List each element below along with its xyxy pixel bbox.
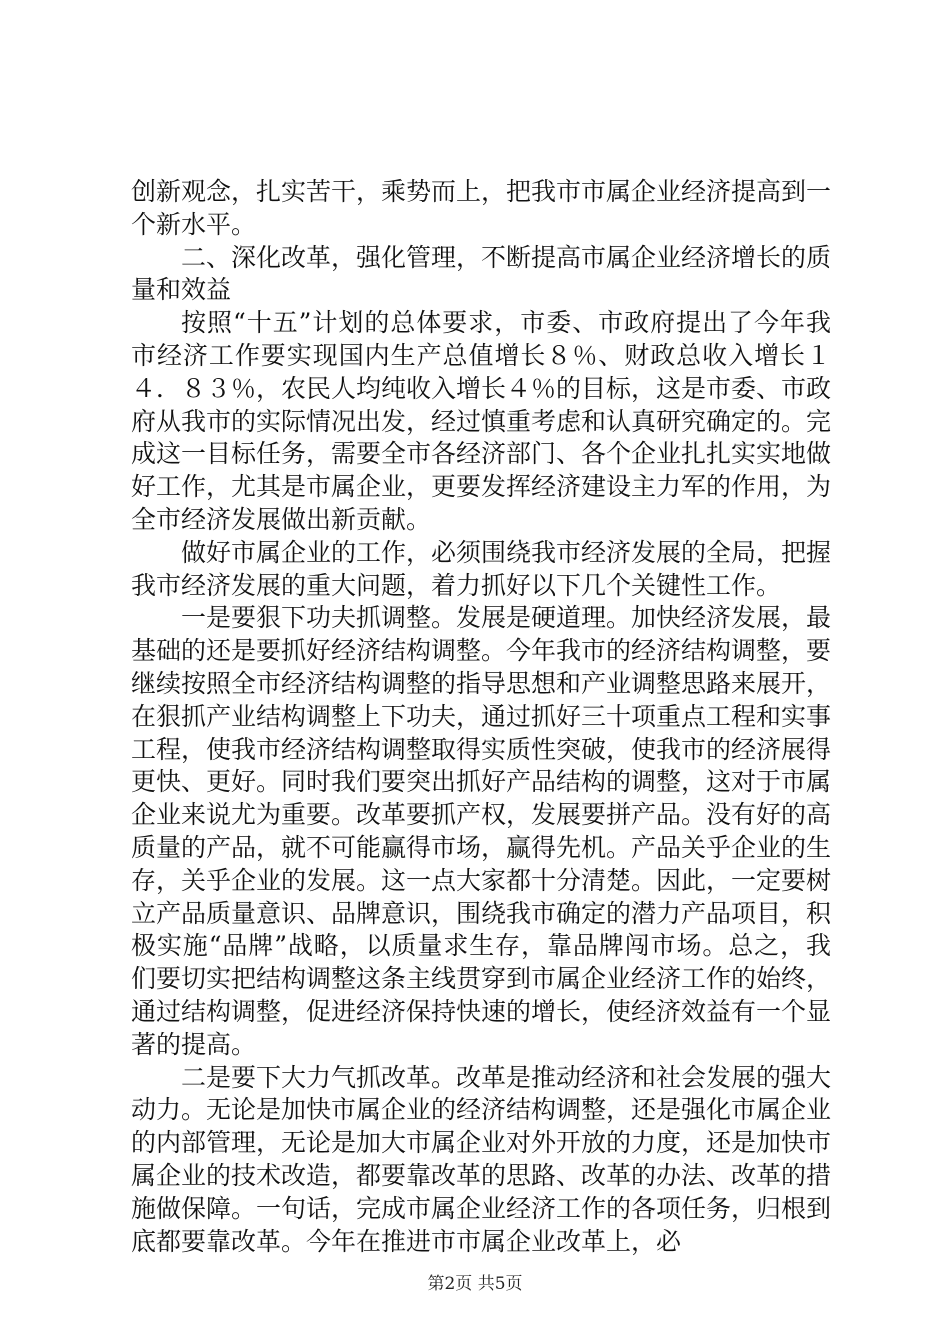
- page-footer: 第2页 共5页: [427, 1274, 523, 1294]
- paragraph-3: 按照“十五”计划的总体要求，市委、市政府提出了今年我市经济工作要实现国内生产总值增长８％、财政总收入增长１４．８３％，农民人均纯收入增长４％的目标，这是市委、市政府从我市的实际情况出发，经过慎重考虑和认真研究确定的。完成这一目标任务，需要全市各经济部门、各个企业扎扎实实地做好工作，尤其是市属企业，更要发挥经济建设主力军的作用，为全市经济发展做出新贡献。: [131, 308, 832, 534]
- section-heading: 二、深化改革，强化管理，不断提高市属企业经济增长的质量和效益: [131, 242, 832, 305]
- document-body: [131, 176, 831, 1258]
- paragraph-1: 创新观念，扎实苦干，乘势而上，把我市市属企业经济提高到一个新水平。: [131, 177, 832, 239]
- paragraph-5: 一是要狠下功夫抓调整。发展是硬道理。加快经济发展，最基础的还是要抓好经济结构调整。今年我市的经济结构调整，要继续按照全市经济结构调整的指导思想和产业调整思路来展开，在狠抓产业结构调整上下功夫，通过抓好三十项重点工程和实事工程，使我市经济结构调整取得实质性突破，使我市的经济展得更快、更好。同时我们要突出抓好产品结构的调整，这对于市属企业来说尤为重要。改革要抓产权，发展要拼产品。没有好的高质量的产品，就不可能赢得市场，赢得先机。产品关乎企业的生存，关乎企业的发展。这一点大家都十分清楚。因此，一定要树立产品质量意识、品牌意识，围绕我市确定的潜力产品项目，积极实施“品牌”战略，以质量求生存，靠品牌闯市场。总之，我们要切实把结构调整这条主线贯穿到市属企业经济工作的始终，通过结构调整，促进经济保持快速的增长，使经济效益有一个显著的提高。: [131, 603, 832, 1059]
- paragraph-6: 二是要下大力气抓改革。改革是推动经济和社会发展的强大动力。无论是加快市属企业的经济结构调整，还是强化市属企业的内部管理，无论是加大市属企业对外开放的力度，还是加快市属企业的技术改造，都要靠改革的思路、改革的办法、改革的措施做保障。一句话，完成市属企业经济工作的各项任务，归根到底都要靠改革。今年在推进市市属企业改革上，必: [131, 1062, 832, 1256]
- paragraph-4: 做好市属企业的工作，必须围绕我市经济发展的全局，把握我市经济发展的重大问题，着力抓好以下几个关键性工作。: [131, 537, 832, 600]
